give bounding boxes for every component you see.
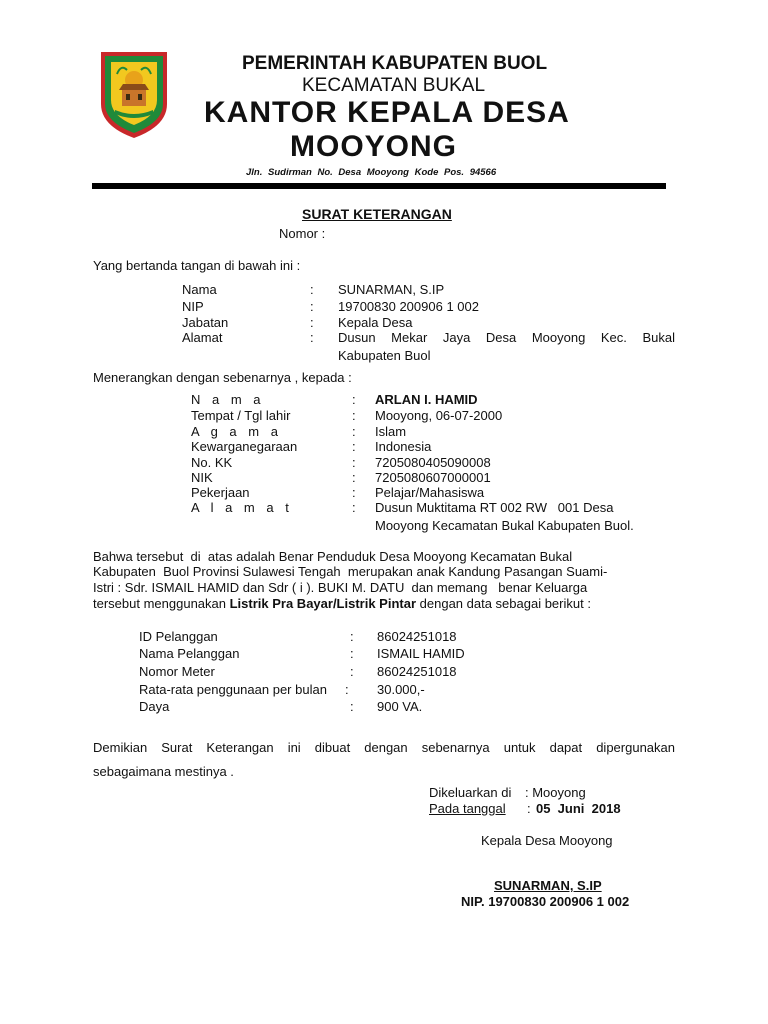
subject-religion-label: A g a m a bbox=[191, 424, 282, 439]
issued-label: Dikeluarkan di bbox=[429, 785, 512, 800]
usage-value: 30.000,- bbox=[377, 682, 425, 697]
subject-nik-value: 7205080607000001 bbox=[375, 470, 491, 485]
signatory-title: Kepala Desa Mooyong bbox=[481, 833, 613, 848]
closing-line-2: sebagaimana mestinya . bbox=[93, 764, 234, 779]
body-line-4-post: dengan data sebagai berikut : bbox=[416, 596, 591, 611]
signer-position-label: Jabatan bbox=[182, 315, 229, 330]
date-label: Pada tanggal bbox=[429, 801, 506, 816]
colon: : bbox=[352, 500, 356, 515]
colon: : bbox=[310, 315, 314, 330]
customer-id-label: ID Pelanggan bbox=[139, 629, 218, 644]
signer-position-value: Kepala Desa bbox=[338, 315, 413, 330]
letter-number-label: Nomor : bbox=[279, 226, 326, 241]
colon: : bbox=[352, 439, 356, 454]
intro-text: Yang bertanda tangan di bawah ini : bbox=[93, 258, 301, 273]
subject-birth-value: Mooyong, 06-07-2000 bbox=[375, 408, 503, 423]
colon: : bbox=[352, 470, 356, 485]
power-label: Daya bbox=[139, 699, 170, 714]
colon: : bbox=[350, 699, 354, 714]
colon: : bbox=[310, 299, 314, 314]
subject-religion-value: Islam bbox=[375, 424, 407, 439]
colon: : bbox=[310, 282, 314, 297]
subject-address-value: Dusun Muktitama RT 002 RW 001 Desa bbox=[375, 500, 614, 515]
signer-nip-value: 19700830 200906 1 002 bbox=[338, 299, 479, 314]
colon: : bbox=[350, 629, 354, 644]
customer-name-value: ISMAIL HAMID bbox=[377, 646, 465, 661]
date-value: 05 Juni 2018 bbox=[536, 801, 621, 816]
signer-address-value: Dusun Mekar Jaya Desa Mooyong Kec. Bukal bbox=[338, 330, 675, 345]
customer-name-label: Nama Pelanggan bbox=[139, 646, 240, 661]
government-name: PEMERINTAH KABUPATEN BUOL bbox=[242, 53, 548, 74]
subject-citizenship-value: Indonesia bbox=[375, 439, 432, 454]
body-line-3: Istri : Sdr. ISMAIL HAMID dan Sdr ( i ). BUKI M. DATU dan memang benar Keluarga bbox=[93, 580, 588, 595]
body-line-4 bbox=[93, 596, 591, 611]
subject-job-label: Pekerjaan bbox=[191, 485, 250, 500]
subject-address-value-2: Mooyong Kecamatan Bukal Kabupaten Buol. bbox=[375, 518, 634, 533]
signer-name-value: SUNARMAN, S.IP bbox=[338, 282, 445, 297]
signatory-nip: NIP. 19700830 200906 1 002 bbox=[461, 894, 630, 909]
body-line-2: Kabupaten Buol Provinsi Sulawesi Tengah merupakan anak Kandung Pasangan Suami- bbox=[93, 564, 608, 579]
colon: : bbox=[352, 392, 356, 407]
subject-birth-label: Tempat / Tgl lahir bbox=[191, 408, 291, 423]
electricity-type: Listrik Pra Bayar/Listrik Pintar bbox=[229, 596, 417, 611]
colon: : bbox=[352, 408, 356, 423]
office-name-line1: KANTOR KEPALA DESA bbox=[204, 96, 570, 129]
signer-address-label: Alamat bbox=[182, 330, 223, 345]
colon: : bbox=[352, 424, 356, 439]
office-name-line2: MOOYONG bbox=[290, 130, 458, 163]
signer-nip-label: NIP bbox=[182, 299, 204, 314]
subject-name-label: N a m a bbox=[191, 392, 265, 407]
header-divider bbox=[92, 183, 666, 189]
colon: : bbox=[352, 485, 356, 500]
signer-name-label: Nama bbox=[182, 282, 217, 297]
issued-value: : Mooyong bbox=[525, 785, 586, 800]
letter-title: SURAT KETERANGAN bbox=[302, 206, 452, 222]
colon: : bbox=[352, 455, 356, 470]
usage-label: Rata-rata penggunaan per bulan bbox=[139, 682, 327, 697]
subject-address-label: A l a m a t bbox=[191, 500, 293, 515]
closing-line-1: Demikian Surat Keterangan ini dibuat dengan sebenarnya untuk dapat dipergunakan bbox=[93, 740, 675, 755]
colon: : bbox=[310, 330, 314, 345]
subject-kk-label: No. KK bbox=[191, 455, 233, 470]
subject-nik-label: NIK bbox=[191, 470, 213, 485]
date-colon: : bbox=[527, 801, 531, 816]
buol-regency-emblem-icon bbox=[95, 44, 173, 140]
body-line-1: Bahwa tersebut di atas adalah Benar Penduduk Desa Mooyong Kecamatan Bukal bbox=[93, 549, 573, 564]
subject-name-value: ARLAN I. HAMID bbox=[375, 392, 478, 407]
colon: : bbox=[350, 646, 354, 661]
date-line bbox=[429, 801, 629, 816]
declares-text: Menerangkan dengan sebenarnya , kepada : bbox=[93, 370, 352, 385]
power-value: 900 VA. bbox=[377, 699, 423, 714]
body-line-4-pre: tersebut menggunakan bbox=[93, 596, 230, 611]
customer-id-value: 86024251018 bbox=[377, 629, 457, 644]
subject-citizenship-label: Kewarganegaraan bbox=[191, 439, 298, 454]
signer-address-value-2: Kabupaten Buol bbox=[338, 348, 431, 363]
office-address: Jln. Sudirman No. Desa Mooyong Kode Pos. 94566 bbox=[246, 167, 497, 178]
subject-job-value: Pelajar/Mahasiswa bbox=[375, 485, 485, 500]
meter-number-label: Nomor Meter bbox=[139, 664, 215, 679]
subject-kk-value: 7205080405090008 bbox=[375, 455, 491, 470]
district-name: KECAMATAN BUKAL bbox=[302, 75, 486, 96]
colon: : bbox=[350, 664, 354, 679]
meter-number-value: 86024251018 bbox=[377, 664, 457, 679]
signatory-name: SUNARMAN, S.IP bbox=[494, 878, 602, 893]
colon: : bbox=[345, 682, 349, 697]
